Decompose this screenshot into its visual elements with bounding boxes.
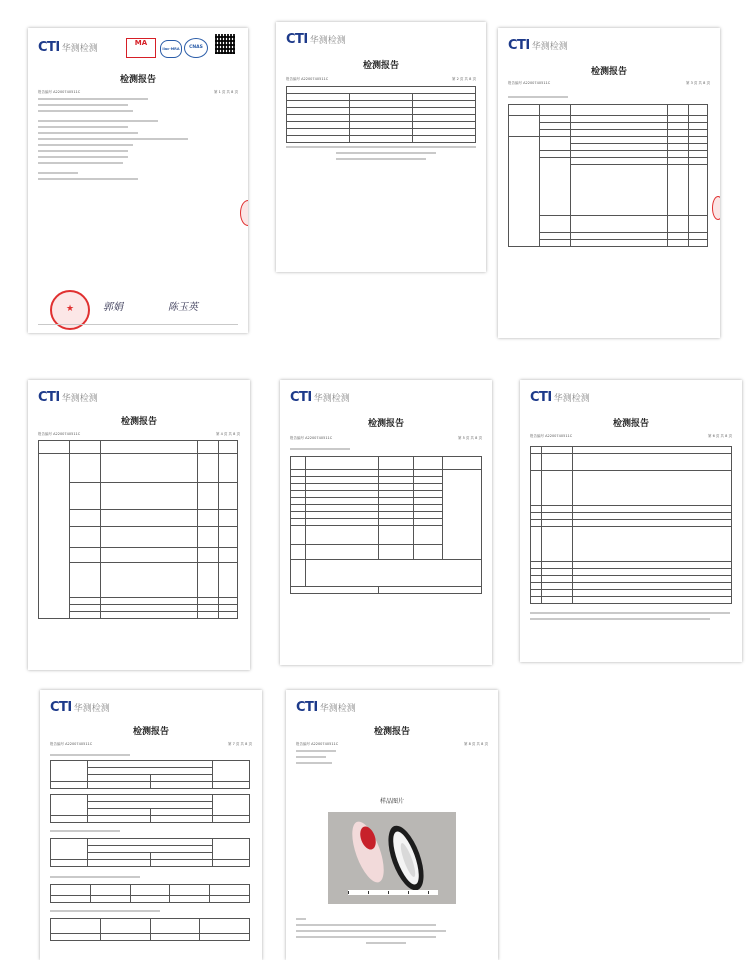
section-line	[508, 96, 568, 98]
note-line	[296, 930, 446, 932]
cti-logo-cn: 华测检测	[61, 44, 98, 54]
results-table	[286, 86, 476, 143]
cti-logo-cn: 华测检测	[73, 704, 110, 714]
report-number: 报告编号 A2200740511C	[286, 77, 329, 81]
cti-logo	[296, 700, 356, 715]
section-line	[50, 830, 120, 832]
info-line	[38, 104, 128, 106]
info-line	[296, 750, 336, 752]
report-page-4	[28, 380, 250, 670]
info-line	[38, 172, 78, 174]
cti-logo-cn: 华测检测	[313, 394, 350, 404]
report-number: 报告编号 A2200740511C	[38, 432, 81, 436]
info-line	[296, 762, 332, 764]
cti-logo-text: CTI	[296, 700, 318, 715]
cti-logo-cn: 华测检测	[553, 394, 590, 404]
cti-logo	[290, 390, 350, 405]
report-title: 检测报告	[590, 67, 627, 77]
cti-logo	[38, 390, 98, 405]
signature-1: 郭娟	[103, 302, 123, 313]
cti-logo-text: CTI	[38, 40, 60, 55]
cti-logo-text: CTI	[38, 390, 60, 405]
test-table-4	[50, 884, 250, 903]
cti-logo	[50, 700, 110, 715]
section-line	[50, 910, 160, 912]
ilac-logo: ilac-MRA	[160, 40, 182, 58]
notes-table	[530, 446, 732, 604]
cti-logo-cn: 华测检测	[309, 36, 346, 46]
section-line	[50, 754, 130, 756]
page-number: 第 3 页 共 8 页	[685, 81, 710, 85]
red-seal-icon	[240, 200, 248, 226]
info-line	[38, 138, 188, 140]
cti-logo-text: CTI	[508, 38, 530, 53]
cti-logo-text: CTI	[290, 390, 312, 405]
cnas-logo: CNAS	[184, 38, 208, 58]
info-line	[38, 178, 138, 180]
note-line	[296, 924, 436, 926]
page-number: 第 4 页 共 8 页	[215, 432, 240, 436]
report-page-1	[28, 28, 248, 333]
section-line	[290, 448, 350, 450]
cti-logo-text: CTI	[530, 390, 552, 405]
summary-line	[336, 158, 426, 160]
info-line	[38, 132, 138, 134]
results-table	[290, 456, 482, 594]
sample-photo	[328, 812, 456, 904]
report-page-5	[280, 380, 492, 665]
red-seal-icon	[712, 196, 720, 220]
report-title: 检测报告	[132, 727, 169, 737]
test-table-1	[50, 760, 250, 789]
test-table-2	[50, 794, 250, 823]
report-title: 检测报告	[119, 75, 156, 85]
qr-code-icon	[215, 34, 235, 54]
info-line	[38, 150, 128, 152]
cma-logo: MA	[126, 38, 156, 58]
report-title: 检测报告	[367, 419, 404, 429]
report-number: 报告编号 A2200740511C	[50, 742, 93, 746]
red-seal-icon: ★	[50, 290, 90, 330]
cti-logo-cn: 华测检测	[319, 704, 356, 714]
report-title: 检测报告	[612, 419, 649, 429]
report-page-7	[40, 690, 262, 960]
report-page-6	[520, 380, 742, 662]
summary-line	[286, 146, 476, 148]
signature-2: 陈玉英	[168, 302, 198, 313]
cti-logo	[508, 38, 568, 53]
cti-logo	[38, 40, 98, 55]
cti-logo	[286, 32, 346, 47]
page-number: 第 8 页 共 8 页	[463, 742, 488, 746]
report-number: 报告编号 A2200740511C	[508, 81, 551, 85]
report-title: 检测报告	[362, 61, 399, 71]
info-line	[38, 126, 128, 128]
report-number: 报告编号 A2200740511C	[38, 90, 81, 94]
note-line	[530, 618, 710, 620]
test-table-3	[50, 838, 250, 867]
cti-logo-cn: 华测检测	[531, 42, 568, 52]
report-page-8	[286, 690, 498, 960]
note-line	[366, 942, 406, 944]
page-number: 第 6 页 共 8 页	[707, 434, 732, 438]
info-line	[38, 144, 133, 146]
note-line	[530, 612, 730, 614]
info-line	[296, 756, 326, 758]
report-number: 报告编号 A2200740511C	[296, 742, 339, 746]
footer-line	[38, 324, 238, 325]
page-number: 第 5 页 共 8 页	[457, 436, 482, 440]
report-number: 报告编号 A2200740511C	[290, 436, 333, 440]
shoe-image	[328, 812, 456, 904]
report-page-3	[498, 28, 720, 338]
page-number: 第 2 页 共 8 页	[451, 77, 476, 81]
requirements-table	[38, 440, 238, 619]
requirements-table	[508, 104, 708, 247]
report-page-2	[276, 22, 486, 272]
info-line	[38, 98, 148, 100]
note-line	[296, 918, 306, 920]
photo-heading: 样品图片	[379, 798, 404, 805]
info-line	[38, 120, 158, 122]
section-line	[50, 876, 140, 878]
cti-logo-cn: 华测检测	[61, 394, 98, 404]
page-number: 第 7 页 共 8 页	[227, 742, 252, 746]
report-number: 报告编号 A2200740511C	[530, 434, 573, 438]
info-line	[38, 162, 123, 164]
info-line	[38, 156, 128, 158]
test-table-5	[50, 918, 250, 941]
report-title: 检测报告	[373, 727, 410, 737]
cti-logo-text: CTI	[50, 700, 72, 715]
summary-line	[336, 152, 436, 154]
page-number: 第 1 页 共 8 页	[213, 90, 238, 94]
report-title: 检测报告	[120, 417, 157, 427]
cti-logo-text: CTI	[286, 32, 308, 47]
cti-logo	[530, 390, 590, 405]
note-line	[296, 936, 436, 938]
info-line	[38, 110, 133, 112]
